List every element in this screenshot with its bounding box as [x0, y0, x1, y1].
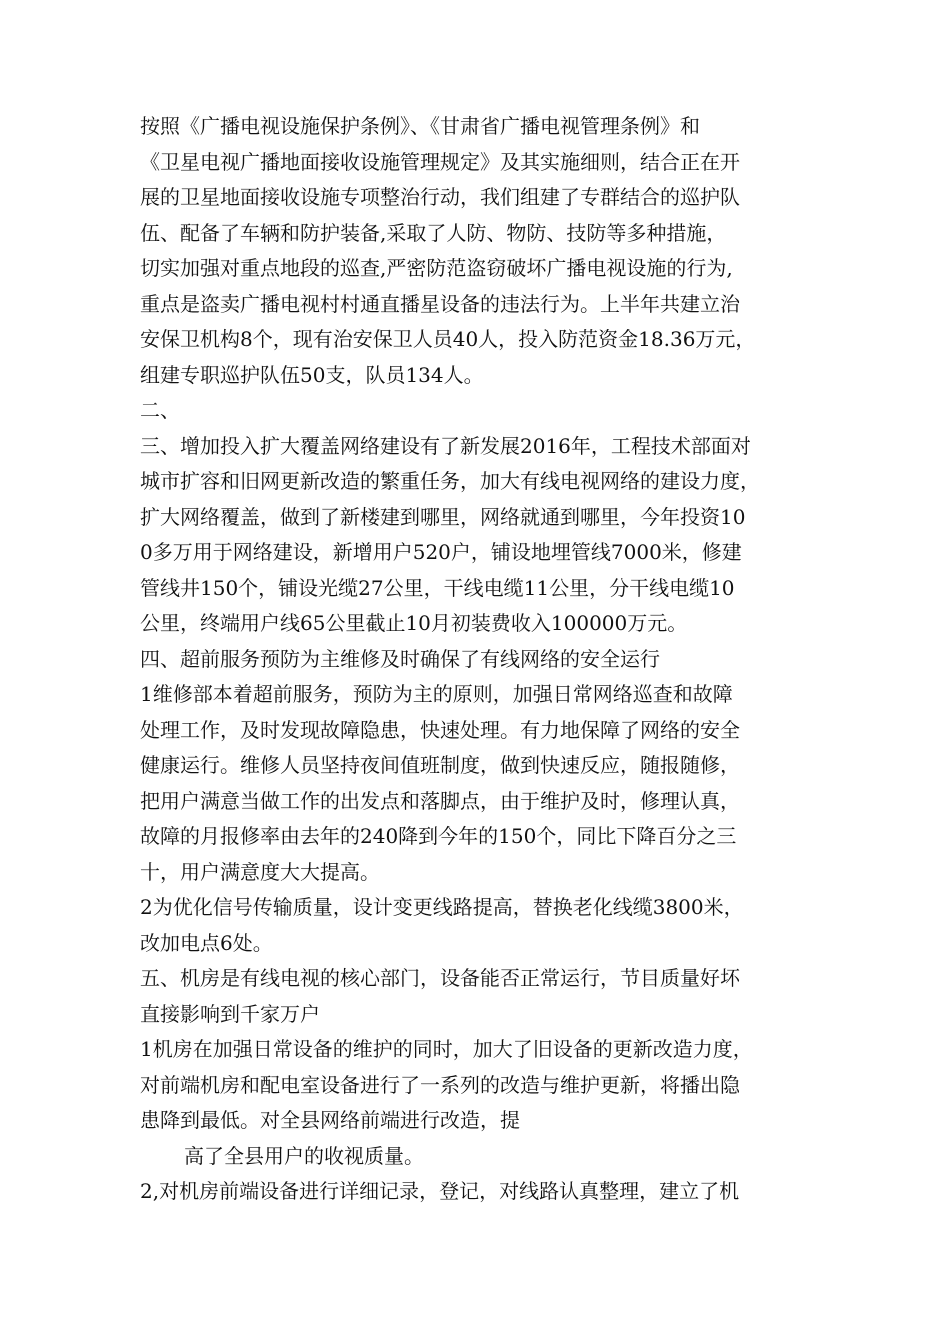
section-heading-2: 二、 — [140, 398, 180, 422]
text-line: 组建专职巡护队伍50支，队员134人。 — [140, 362, 484, 387]
text-line: 患降到最低。对全县网络前端进行改造，提 — [140, 1108, 520, 1132]
text-line: 健康运行。维修人员坚持夜间值班制度，做到快速反应，随报随修， — [140, 753, 740, 777]
section-heading-3: 三、增加投入扩大覆盖网络建设有了新发展2016年，工程技术部面对 — [140, 433, 751, 458]
text-line: 伍、配备了车辆和防护装备,采取了人防、物防、技防等多种措施， — [140, 220, 727, 245]
text-line: 直接影响到千家万户 — [140, 1001, 320, 1026]
body-text — [140, 109, 840, 1210]
text-line: 公里，终端用户线65公里截止10月初装费收入100000万元。 — [140, 611, 688, 635]
text-line: 按照《广播电视设施保护条例》、《甘肃省广播电视管理条例》和 — [140, 114, 700, 138]
text-line: 对前端机房和配电室设备进行了一系列的改造与维护更新，将播出隐 — [140, 1072, 740, 1097]
text-line: 管线井150个，铺设光缆27公里，干线电缆11公里，分干线电缆10 — [140, 575, 735, 600]
text-line: 扩大网络覆盖，做到了新楼建到哪里，网络就通到哪里，今年投资10 — [140, 504, 746, 529]
text-line: 安保卫机构8个，现有治安保卫人员40人，投入防范资金18.36万元， — [140, 327, 756, 351]
text-line: 故障的月报修率由去年的240降到今年的150个，同比下降百分之三 — [140, 824, 737, 848]
text-line: 0多万用于网络建设，新增用户520户，铺设地埋管线7000米，修建 — [140, 540, 742, 564]
text-line: 1机房在加强日常设备的维护的同时，加大了旧设备的更新改造力度， — [140, 1037, 753, 1061]
text-line-indented: 高了全县用户的收视质量。 — [184, 1143, 424, 1168]
text-line: 切实加强对重点地段的巡查,严密防范盗窃破坏广播电视设施的行为, — [140, 256, 733, 280]
text-line: 十，用户满意度大大提高。 — [140, 859, 380, 884]
section-heading-4: 四、超前服务预防为主维修及时确保了有线网络的安全运行 — [140, 646, 660, 671]
text-line: 把用户满意当做工作的出发点和落脚点，由于维护及时，修理认真， — [140, 788, 740, 813]
text-line: 改加电点6处。 — [140, 930, 273, 955]
text-line: 2为优化信号传输质量，设计变更线路提高，替换老化线缆3800米， — [140, 895, 744, 919]
text-line: 城市扩容和旧网更新改造的繁重任务，加大有线电视网络的建设力度， — [140, 469, 760, 493]
text-line: 2,对机房前端设备进行详细记录，登记，对线路认真整理，建立了机 — [140, 1179, 740, 1203]
text-line: 《卫星电视广播地面接收设施管理规定》及其实施细则，结合正在开 — [140, 149, 740, 174]
text-line: 1维修部本着超前服务，预防为主的原则，加强日常网络巡查和故障 — [140, 682, 733, 706]
text-line: 处理工作，及时发现故障隐患，快速处理。有力地保障了网络的安全 — [140, 717, 740, 742]
text-line: 展的卫星地面接收设施专项整治行动，我们组建了专群结合的巡护队 — [140, 185, 740, 209]
section-heading-5: 五、机房是有线电视的核心部门，设备能否正常运行，节目质量好坏 — [140, 966, 740, 990]
text-line: 重点是盗卖广播电视村村通直播星设备的违法行为。上半年共建立治 — [140, 291, 740, 316]
